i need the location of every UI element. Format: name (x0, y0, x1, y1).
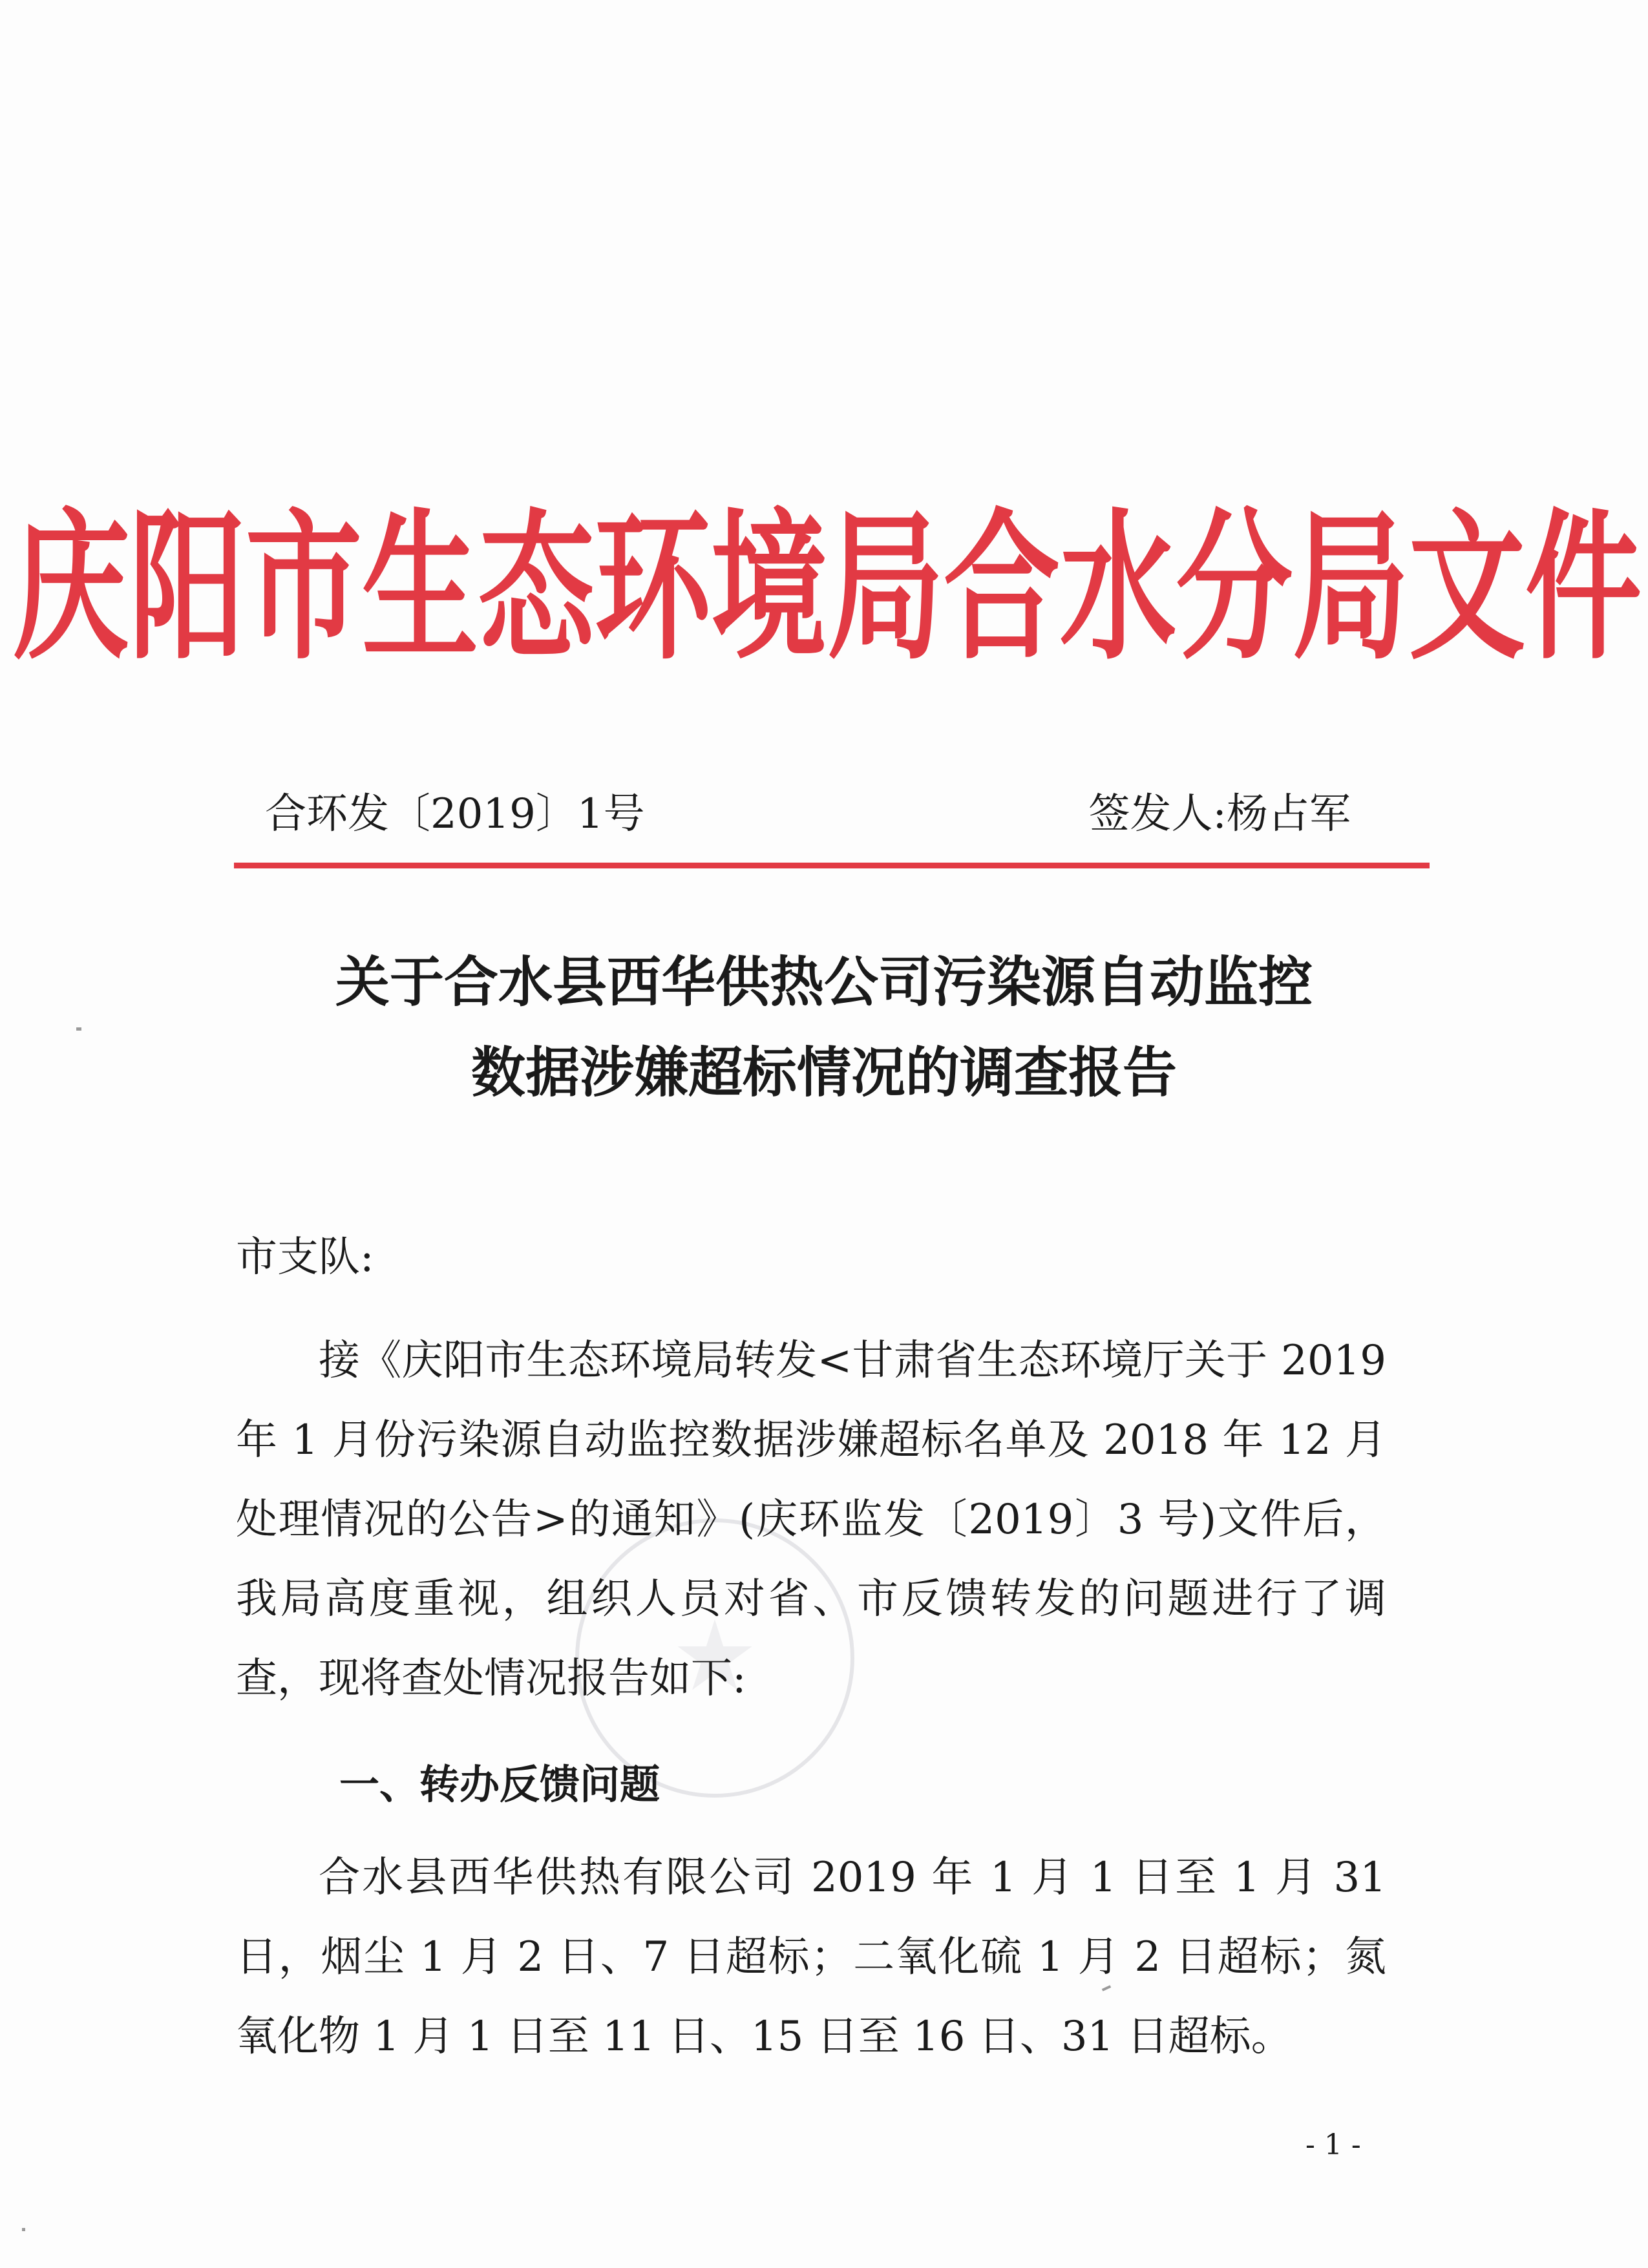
document-number: 合环发〔2019〕1号 (265, 790, 645, 838)
scan-speck (22, 2228, 25, 2231)
red-letterhead (13, 491, 1642, 685)
letterhead-issuer: 庆阳市生态环境局合水分局文件 (13, 493, 1642, 682)
red-divider-line (234, 863, 1430, 868)
document-title (194, 937, 1454, 1118)
page-number: - 1 - (1305, 2128, 1361, 2161)
document-number-row (265, 785, 1351, 843)
signer: 签发人:杨占军 (1088, 790, 1351, 838)
title-line-2: 数据涉嫌超标情况的调查报告 (470, 1040, 1177, 1104)
scan-speck (76, 1027, 81, 1031)
body-paragraph-2: 合水县西华供热有限公司 2019 年 1 月 1 日至 1 月 31 日，烟尘 1 月 2 日、7 日超标；二氧化硫 1 月 2 日超标；氮氧化物 1 月 1 日至 11 日、15 日至 16 日、31 日超标。 (236, 1854, 1386, 2061)
salutation: 市支队: (236, 1234, 374, 1281)
body-paragraph-1: 接《庆阳市生态环境局转发<甘肃省生态环境厅关于 2019 年 1 月份污染源自动监控数据涉嫌超标名单及 2018 年 12 月处理情况的公告>的通知》(庆环监发〔2019〕3 号)文件后，我局高度重视，组织人员对省、市反馈转发的问题进行了调查，现将查处情况报告如下: (236, 1337, 1386, 1703)
title-line-1: 关于合水县西华供热公司污染源自动监控 (335, 950, 1313, 1014)
section-heading-1: 一、转办反馈问题 (339, 1761, 660, 1808)
